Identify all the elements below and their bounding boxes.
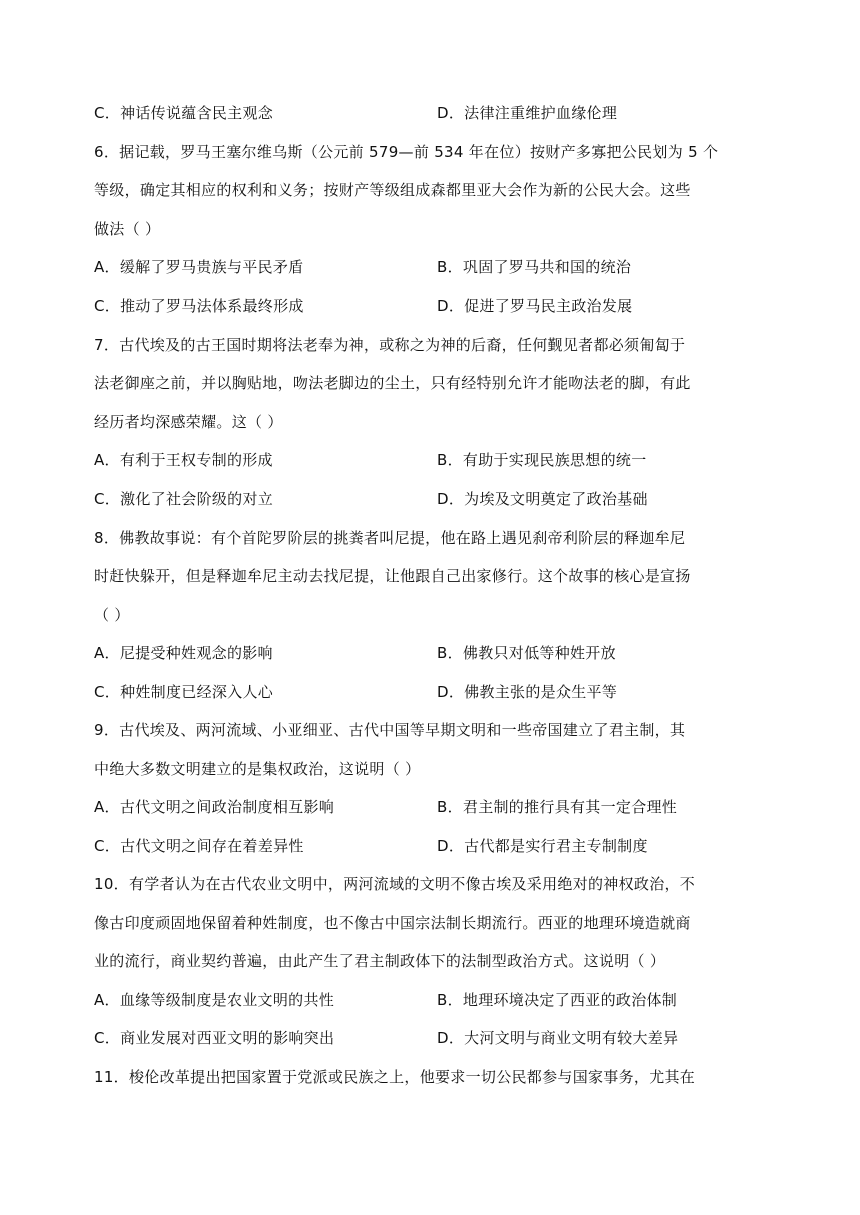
q6-option-c: C．推动了罗马法体系最终形成: [94, 297, 304, 315]
q10-option-a: A．血缘等级制度是农业文明的共性: [94, 991, 335, 1009]
q8-stem-line: （ ）: [94, 606, 130, 624]
q6-stem-line: 做法（ ）: [94, 220, 161, 238]
q7-option-b: B．有助于实现民族思想的统一: [437, 451, 647, 469]
q10-option-d: D．大河文明与商业文明有较大差异: [437, 1029, 679, 1047]
q6-option-a: A．缓解了罗马贵族与平民矛盾: [94, 258, 304, 276]
q8-option-d: D．佛教主张的是众生平等: [437, 683, 618, 701]
q8-option-a: A．尼提受种姓观念的影响: [94, 644, 273, 662]
q10-option-c: C．商业发展对西亚文明的影响突出: [94, 1029, 335, 1047]
q5-option-c: C．神话传说蕴含民主观念: [94, 104, 274, 122]
q10-option-b: B．地理环境决定了西亚的政治体制: [437, 991, 678, 1009]
q5-option-d: D．法律注重维护血缘伦理: [437, 104, 618, 122]
q7-option-d: D．为埃及文明奠定了政治基础: [437, 490, 648, 508]
q7-stem-line: 法老御座之前，并以胸贴地，吻法老脚边的尘土，只有经特别允许才能吻法老的脚，有此: [94, 374, 691, 392]
q7-stem-line: 7．古代埃及的古王国时期将法老奉为神，或称之为神的后裔，任何觐见者都必须匍匐于: [94, 336, 686, 354]
q11-stem-line: 11．梭伦改革提出把国家置于党派或民族之上，他要求一切公民都参与国家事务，尤其在: [94, 1068, 696, 1086]
q6-option-d: D．促进了罗马民主政治发展: [437, 297, 633, 315]
q10-stem-line: 业的流行，商业契约普遍，由此产生了君主制政体下的法制型政治方式。这说明（ ）: [94, 952, 666, 970]
q10-stem-line: 像古印度顽固地保留着种姓制度，也不像古中国宗法制长期流行。西亚的地理环境造就商: [94, 914, 691, 932]
q9-stem-line: 9．古代埃及、两河流域、小亚细亚、古代中国等早期文明和一些帝国建立了君主制，其: [94, 721, 686, 739]
q8-stem-line: 8．佛教故事说：有个首陀罗阶层的挑粪者叫尼提，他在路上遇见刹帝利阶层的释迦牟尼: [94, 529, 686, 547]
q9-option-c: C．古代文明之间存在着差异性: [94, 837, 304, 855]
q9-option-b: B．君主制的推行具有其一定合理性: [437, 798, 678, 816]
q6-option-b: B．巩固了罗马共和国的统治: [437, 258, 632, 276]
q10-stem-line: 10．有学者认为在古代农业文明中，两河流域的文明不像古埃及采用绝对的神权政治，不: [94, 875, 696, 893]
q6-stem-line: 等级，确定其相应的权利和义务；按财产等级组成森都里亚大会作为新的公民大会。这些: [94, 181, 691, 199]
q6-stem-line: 6．据记载，罗马王塞尔维乌斯（公元前 579—前 534 年在位）按财产多寡把公民划为 5 个: [94, 143, 719, 161]
q8-stem-line: 时赶快躲开，但是释迦牟尼主动去找尼提，让他跟自己出家修行。这个故事的核心是宣扬: [94, 567, 691, 585]
q9-option-a: A．古代文明之间政治制度相互影响: [94, 798, 335, 816]
q7-option-a: A．有利于王权专制的形成: [94, 451, 273, 469]
q8-option-c: C．种姓制度已经深入人心: [94, 683, 274, 701]
q7-option-c: C．激化了社会阶级的对立: [94, 490, 274, 508]
q9-stem-line: 中绝大多数文明建立的是集权政治，这说明（ ）: [94, 760, 421, 778]
q9-option-d: D．古代都是实行君主专制制度: [437, 837, 648, 855]
q7-stem-line: 经历者均深感荣耀。这（ ）: [94, 413, 283, 431]
q8-option-b: B．佛教只对低等种姓开放: [437, 644, 616, 662]
